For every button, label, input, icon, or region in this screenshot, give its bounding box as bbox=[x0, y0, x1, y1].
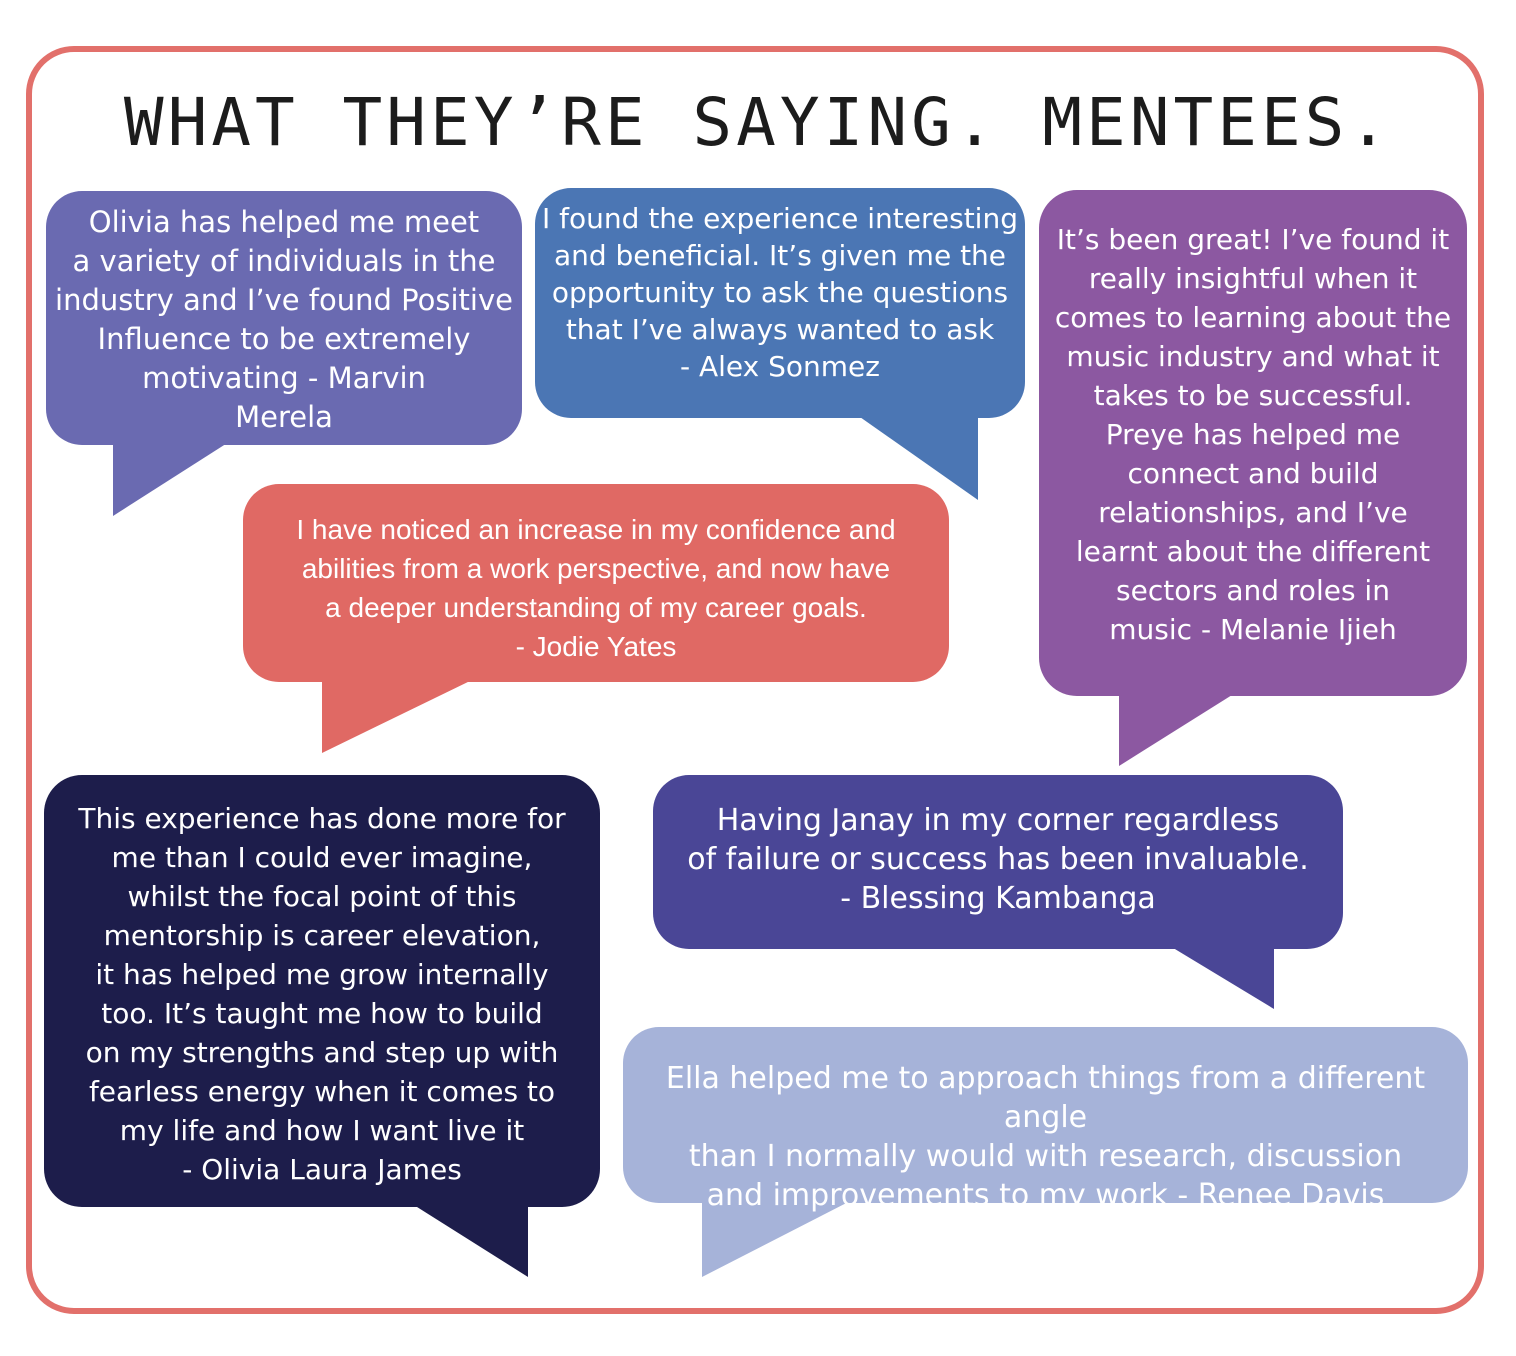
page-title: WHAT THEY’RE SAYING. MENTEES. bbox=[123, 84, 1393, 161]
testimonial-bubble bbox=[535, 188, 1025, 418]
testimonial-bubble bbox=[653, 775, 1343, 949]
testimonial-text: It’s been great! I’ve found it really insightful when it comes to learning about the music industry and what it takes to be successful. Preye has helped me connect and build relationships, and I’ve learnt about the different sectors and roles in music - Melanie Ijieh bbox=[1054, 223, 1452, 646]
testimonial-bubble bbox=[44, 775, 600, 1207]
testimonial-bubble bbox=[243, 484, 949, 682]
testimonial-bubble bbox=[623, 1027, 1468, 1213]
testimonial-text: I have noticed an increase in my confidence and abilities from a work perspective, and now have a deeper understanding of my career goals. - Jodie Yates bbox=[296, 514, 896, 662]
testimonial-text: Olivia has helped me meet a variety of individuals in the industry and I’ve found Positive Influence to be extremely motivating - Marvin Merela bbox=[55, 205, 513, 434]
testimonial-bubble bbox=[1039, 190, 1467, 696]
testimonial-text: Having Janay in my corner regardless of failure or success has been invaluable. - Blessing Kambanga bbox=[687, 803, 1309, 916]
testimonial-text: I found the experience interesting and beneficial. It’s given me the opportunity to ask the questions that I’ve always wanted to ask - Alex Sonmez bbox=[542, 202, 1018, 383]
bubble-tail-5 bbox=[398, 1195, 528, 1277]
testimonial-text: This experience has done more for me than I could ever imagine, whilst the focal point of this mentorship is career elevation, it has helped me grow internally too. It’s taught me how to build on my strengths and step up with fearless energy when it comes to my life and how I want live it - Olivia Laura James bbox=[78, 802, 566, 1186]
testimonial-bubble bbox=[46, 191, 522, 445]
bubble-tail-4 bbox=[322, 670, 472, 753]
bubble-tail-6 bbox=[1160, 940, 1274, 1009]
testimonial-text: Ella helped me to approach things from a different angle than I normally would with research, discussion and improvements to my work - Renee Davis bbox=[665, 1061, 1426, 1213]
